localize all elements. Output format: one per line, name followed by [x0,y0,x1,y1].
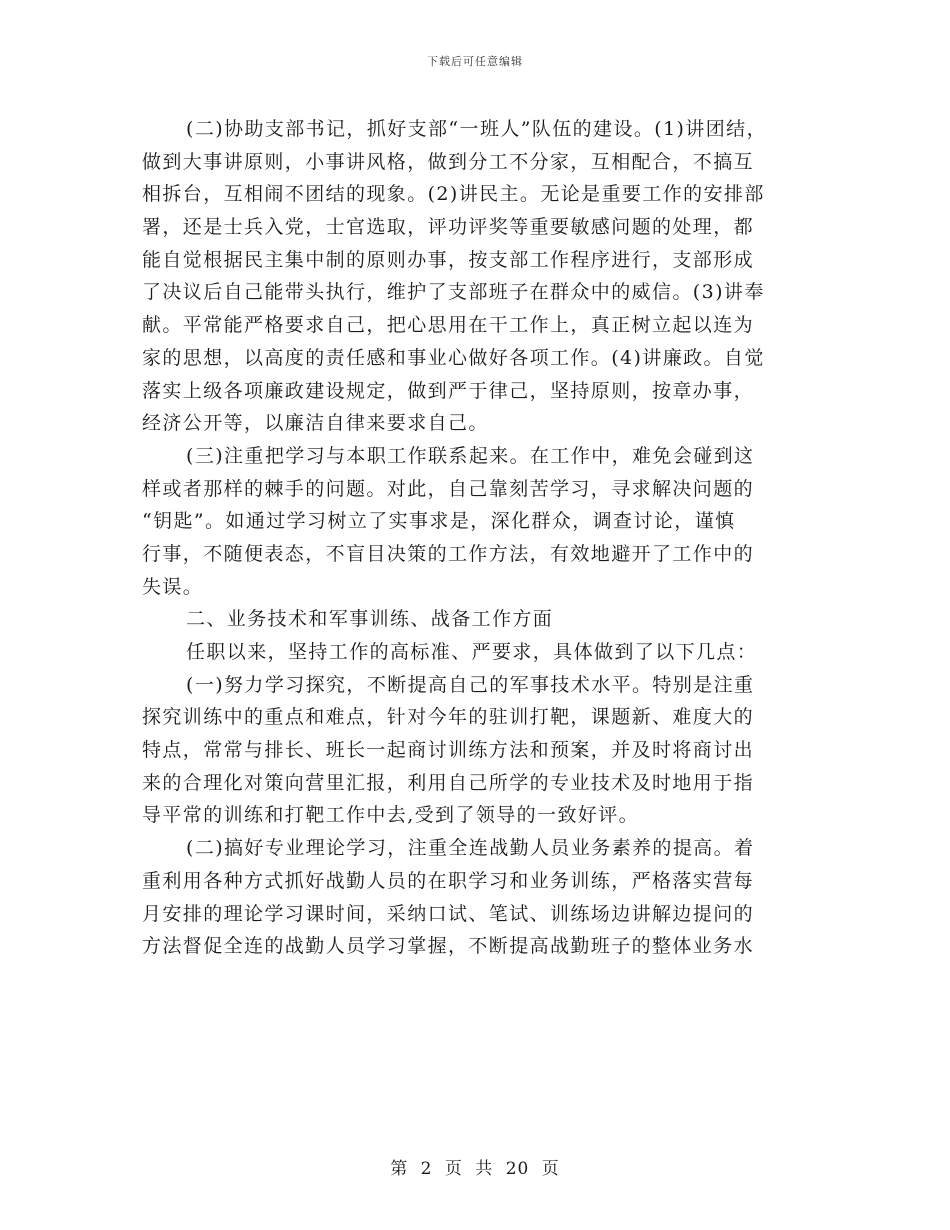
body-line: (二)搞好专业理论学习，注重全连战勤人员业务素养的提高。着 [186,837,755,860]
body-line: (三)注重把学习与本职工作联系起来。在工作中，难免会碰到这 [186,444,755,467]
body-line: 月安排的理论学习课时间，采纳口试、笔试、训练场边讲解边提问的 [142,902,755,925]
body-line: 重利用各种方式抓好战勤人员的在职学习和业务训练，严格落实营每 [142,869,755,892]
body-line: 落实上级各项廉政建设规定，做到严于律己，坚持原则，按章办事， [142,379,755,402]
body-line: (二)协助支部书记，抓好支部“一班人”队伍的建设。(1)讲团结， [186,118,767,140]
body-line: 特点，常常与排长、班长一起商讨训练方法和预案，并及时将商讨出 [142,739,755,762]
body-line: 经济公开等，以廉洁自律来要求自己。 [142,412,489,435]
page-header-note: 下载后可任意编辑 [427,55,523,68]
body-line: 相拆台，互相闹不团结的现象。(2)讲民主。无论是重要工作的安排部 [142,183,765,206]
body-line: (一)努力学习探究，不断提高自己的军事技术水平。特别是注重 [186,673,755,696]
body-line: 方法督促全连的战勤人员学习掌握，不断提高战勤班子的整体业务水 [142,935,755,958]
section-heading: 二、业务技术和军事训练、战备工作方面 [186,608,554,631]
body-line: 行事，不随便表态，不盲目决策的工作方法，有效地避开了工作中的 [142,542,755,565]
body-line: 献。平常能严格要求自己，把心思用在干工作上，真正树立起以连为 [142,314,755,337]
body-line: 能自觉根据民主集中制的原则办事，按支部工作程序进行，支部形成 [142,248,755,271]
body-line: “钥匙”。如通过学习树立了实事求是，深化群众，调查讨论，谨慎 [142,510,736,533]
body-line: 任职以来，坚持工作的高标准、严要求，具体做到了以下几点： [186,641,758,663]
body-line: 探究训练中的重点和难点，针对今年的驻训打靶，课题新、难度大的 [142,706,755,729]
body-line: 失误。 [142,575,204,598]
body-line: 来的合理化对策向营里汇报，利用自己所学的专业技术及时地用于指 [142,771,755,794]
document-body [142,113,832,963]
body-line: 家的思想，以高度的责任感和事业心做好各项工作。(4)讲廉政。自觉 [142,346,765,369]
body-line: 了决议后自己能带头执行，维护了支部班子在群众中的威信。(3)讲奉 [142,281,765,304]
body-line: 导平常的训练和打靶工作中去,受到了领导的一致好评。 [142,804,640,827]
body-line: 署，还是士兵入党，士官选取，评功评奖等重要敏感问题的处理，都 [142,216,755,239]
page-number: 第 2 页 共 20 页 [390,1159,560,1179]
body-line: 做到大事讲原则，小事讲风格，做到分工不分家，互相配合，不搞互 [142,150,755,173]
body-line: 样或者那样的棘手的问题。对此，自己靠刻苦学习，寻求解决问题的 [142,477,755,500]
